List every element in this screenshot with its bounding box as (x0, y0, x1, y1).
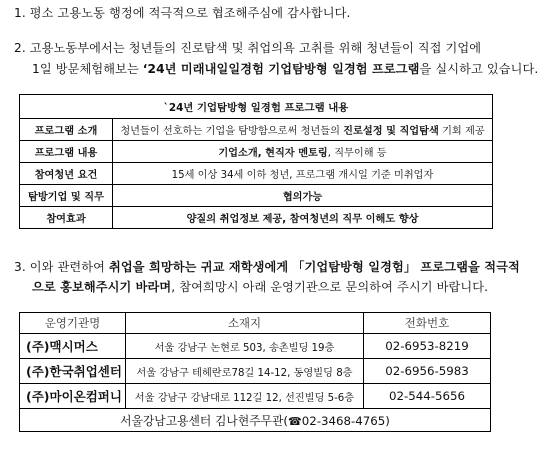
program-table-title: `24년 기업탐방형 일경험 프로그램 내용 (20, 95, 493, 119)
agency-phone: 02-6953-8219 (364, 334, 491, 359)
agency-table-footer (20, 409, 491, 432)
phone-icon: ☎ (288, 414, 302, 428)
paragraph-1 (14, 5, 500, 22)
program-table (19, 94, 493, 229)
agency-table-header (20, 313, 491, 334)
program-emphasis: 「기업탐방형 일경험」 프로그램을 적극적 (292, 260, 520, 274)
row-label: 참여효과 (20, 207, 113, 229)
table-row (20, 334, 491, 359)
row-value: 기업소개, 현직자 멘토링, 직무이해 등 (113, 141, 493, 163)
paragraph-1-text: 1. 평소 고용노동 행정에 적극적으로 협조해주심에 감사합니다. (14, 6, 351, 20)
table-row (20, 359, 491, 384)
agency-name: (주)맥시머스 (20, 334, 126, 359)
contact-person: 서울강남고용센터 김나현주무관(☎02-3468-4765) (20, 409, 491, 432)
row-label: 프로그램 소개 (20, 119, 113, 141)
target-emphasis: 취업을 희망하는 귀교 재학생에게 (109, 260, 289, 274)
paragraph-2 (14, 40, 538, 78)
table-row (20, 207, 493, 229)
paragraph-3-line-2: 으로 홍보해주시기 바라며, 참여희망시 아래 운영기관으로 문의하여 주시기 바랍니다. (32, 280, 489, 294)
table-row (20, 119, 493, 141)
agency-phone: 02-544-5656 (364, 384, 491, 409)
row-value: 청년들이 선호하는 기업을 탐방함으로써 청년들의 진로설정 및 직업탐색 기회 제공 (113, 119, 493, 141)
header-org: 운영기관명 (20, 313, 126, 334)
paragraph-2-line-1: 2. 고용노동부에서는 청년들의 진로탐색 및 취업의욕 고취를 위해 청년들이 직접 기업에 (14, 41, 482, 55)
agency-address: 서울 강남구 논현로 503, 송촌빌딩 19층 (125, 334, 363, 359)
agency-table (19, 312, 491, 432)
agency-phone: 02-6956-5983 (364, 359, 491, 384)
row-value: 양질의 취업정보 제공, 참여청년의 직무 이해도 향상 (113, 207, 493, 229)
table-row (20, 141, 493, 163)
agency-address: 서울 강남구 테헤란로78길 14-12, 동영빌딩 8층 (125, 359, 363, 384)
table-row (20, 163, 493, 185)
header-phone: 전화번호 (364, 313, 491, 334)
agency-address: 서울 강남구 강남대로 112길 12, 선진빌딩 5-6층 (125, 384, 363, 409)
paragraph-2-line-2 (14, 61, 538, 78)
agency-name: (주)한국취업센터 (20, 359, 126, 384)
agency-name: (주)마이온컴퍼니 (20, 384, 126, 409)
promotion-emphasis: 으로 홍보해주시기 바라며 (32, 280, 172, 294)
row-value: 15세 이상 34세 이하 청년, 프로그램 개시일 기준 미취업자 (113, 163, 493, 185)
paragraph-3 (14, 259, 520, 296)
header-address: 소재지 (125, 313, 363, 334)
row-value: 협의가능 (113, 185, 493, 207)
table-row (20, 185, 493, 207)
row-label: 프로그램 내용 (20, 141, 113, 163)
row-label: 참여청년 요건 (20, 163, 113, 185)
paragraph-3-line-1: 3. 이와 관련하여 취업을 희망하는 귀교 재학생에게 「기업탐방형 일경험」 프로그램을 적극적 (14, 260, 520, 274)
paragraph-2-text-end: 을 실시하고 있습니다. (419, 62, 538, 76)
row-label: 탐방기업 및 직무 (20, 185, 113, 207)
program-name-emphasis: ‘24년 미래내일일경험 기업탐방형 일경험 프로그램 (142, 62, 420, 76)
paragraph-2-text: 1일 방문체험해보는 (32, 62, 143, 76)
table-row (20, 384, 491, 409)
